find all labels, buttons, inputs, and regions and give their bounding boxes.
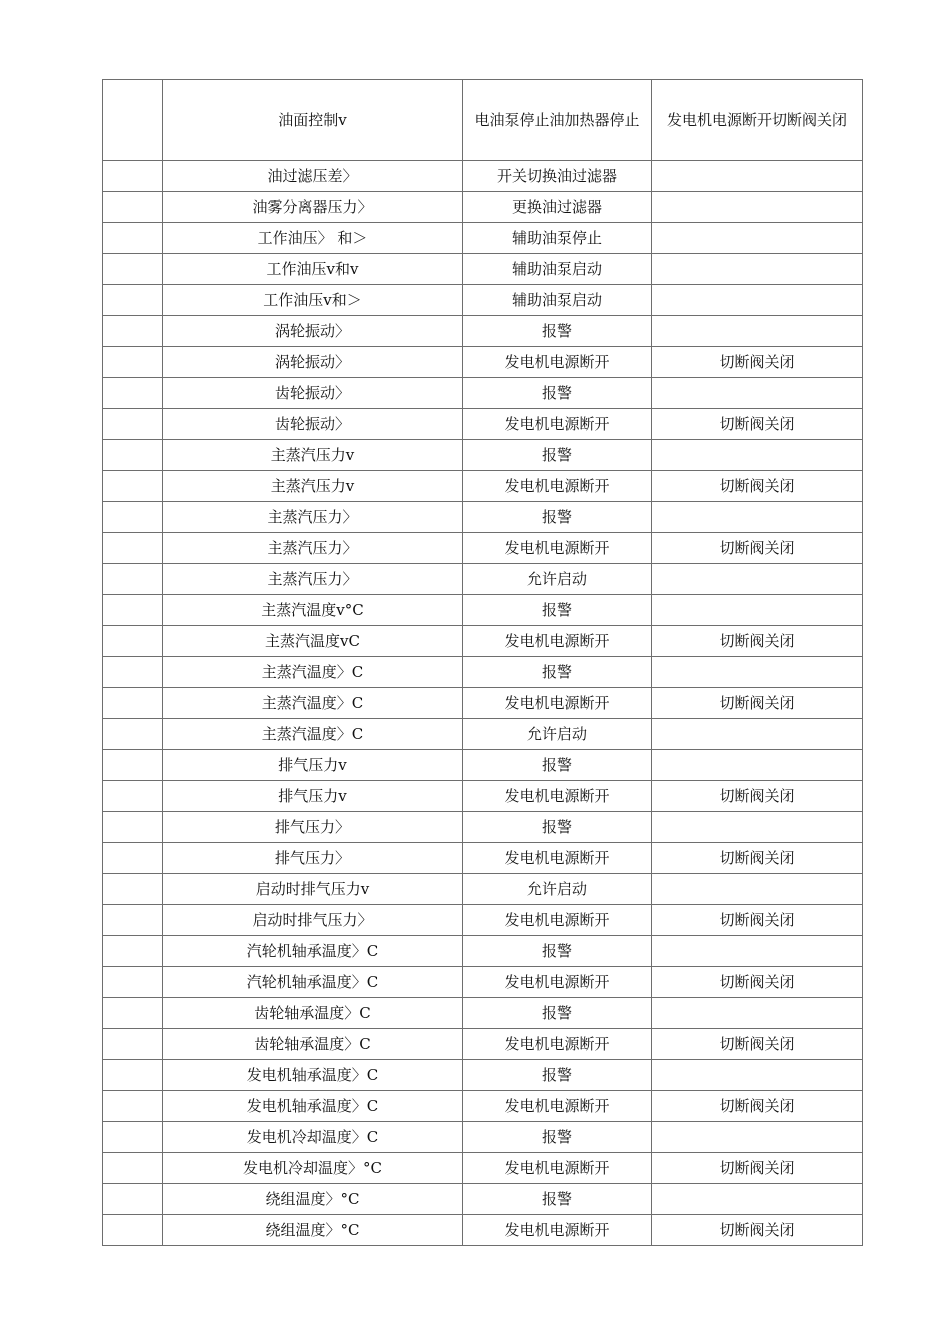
condition-cell [163,1153,463,1184]
condition-text: 发电机轴承温度〉C [246,1097,379,1115]
table-row [103,936,863,967]
action-cell: 报警 [463,378,652,409]
row-index-cell [103,347,163,378]
extra-action-cell [652,874,863,905]
condition-cell [163,223,463,254]
table-row [103,595,863,626]
condition-text: 汽轮机轴承温度〉C [246,973,379,991]
condition-cell [163,409,463,440]
table-row [103,781,863,812]
table-row [103,192,863,223]
row-index-cell [103,409,163,440]
row-index-cell [103,967,163,998]
condition-cell [163,595,463,626]
condition-text: 绕组温度〉°C [265,1221,360,1239]
table-row [103,657,863,688]
header-action-cell: 电油泵停止油加热器停止 [463,80,652,161]
condition-text: 主蒸汽压力〉 [267,570,358,588]
table-row [103,812,863,843]
extra-action-cell [652,378,863,409]
condition-cell [163,285,463,316]
condition-cell [163,192,463,223]
row-index-cell [103,254,163,285]
action-cell: 报警 [463,1184,652,1215]
condition-text: 主蒸汽压力v [270,477,355,495]
extra-action-cell [652,440,863,471]
extra-action-cell [652,285,863,316]
condition-cell [163,812,463,843]
condition-cell [163,781,463,812]
condition-text: 启动时排气压力〉 [252,911,373,929]
condition-cell [163,1091,463,1122]
table-row [103,316,863,347]
action-cell: 报警 [463,316,652,347]
row-index-cell [103,285,163,316]
interlock-table [102,79,863,1246]
extra-action-cell: 切断阀关闭 [652,347,863,378]
extra-action-cell [652,502,863,533]
row-index-cell [103,688,163,719]
condition-text: 齿轮振动〉 [274,415,350,433]
row-index-cell [103,1122,163,1153]
row-index-cell [103,1060,163,1091]
condition-text: 排气压力〉 [274,818,350,836]
condition-text: 工作油压〉 和＞ [257,229,368,247]
condition-text: 主蒸汽温度vC [265,632,360,650]
table-row [103,688,863,719]
condition-text: 发电机冷却温度〉°C [243,1159,382,1177]
condition-text: 排气压力v [278,787,347,805]
condition-text: 启动时排气压力v [255,880,370,898]
action-cell: 发电机电源断开 [463,1215,652,1246]
action-cell: 辅助油泵启动 [463,254,652,285]
condition-cell [163,161,463,192]
action-cell: 发电机电源断开 [463,1153,652,1184]
row-index-cell [103,781,163,812]
row-index-cell [103,502,163,533]
action-cell: 允许启动 [463,564,652,595]
header-extra-cell: 发电机电源断开切断阀关闭 [652,80,863,161]
condition-cell [163,936,463,967]
extra-action-cell: 切断阀关闭 [652,905,863,936]
action-cell: 发电机电源断开 [463,347,652,378]
condition-text: 主蒸汽温度v°C [261,601,364,619]
condition-cell [163,688,463,719]
extra-action-cell [652,1122,863,1153]
table-row [103,1122,863,1153]
extra-action-cell: 切断阀关闭 [652,533,863,564]
condition-text: 齿轮振动〉 [274,384,350,402]
condition-cell [163,1184,463,1215]
extra-action-cell [652,998,863,1029]
row-index-cell [103,1153,163,1184]
extra-action-cell: 切断阀关闭 [652,781,863,812]
table-row [103,1153,863,1184]
action-cell: 发电机电源断开 [463,409,652,440]
condition-text: 油过滤压差〉 [267,167,358,185]
row-index-cell [103,936,163,967]
condition-text: 齿轮轴承温度〉C [254,1035,371,1053]
row-index-cell [103,843,163,874]
extra-action-cell [652,657,863,688]
header-condition-cell: 油面控制v [163,80,463,161]
table-row [103,719,863,750]
condition-cell [163,316,463,347]
action-cell: 报警 [463,502,652,533]
action-cell: 发电机电源断开 [463,781,652,812]
extra-action-cell: 切断阀关闭 [652,967,863,998]
extra-action-cell: 切断阀关闭 [652,1153,863,1184]
row-index-cell [103,750,163,781]
extra-action-cell: 切断阀关闭 [652,1215,863,1246]
condition-text: 主蒸汽温度〉C [261,725,364,743]
extra-action-cell [652,719,863,750]
extra-action-cell [652,595,863,626]
extra-action-cell [652,1060,863,1091]
condition-cell [163,626,463,657]
row-index-cell [103,1029,163,1060]
condition-cell [163,347,463,378]
table-row [103,409,863,440]
condition-cell [163,1060,463,1091]
condition-text: 涡轮振动〉 [274,353,350,371]
header-index-cell [103,80,163,161]
action-cell: 开关切换油过滤器 [463,161,652,192]
table-row [103,843,863,874]
condition-cell [163,719,463,750]
condition-cell [163,843,463,874]
table-row [103,285,863,316]
extra-action-cell [652,192,863,223]
condition-cell [163,967,463,998]
extra-action-cell [652,812,863,843]
extra-action-cell [652,564,863,595]
row-index-cell [103,998,163,1029]
row-index-cell [103,192,163,223]
condition-text: 主蒸汽压力〉 [267,539,358,557]
action-cell: 发电机电源断开 [463,843,652,874]
condition-cell [163,564,463,595]
action-cell: 允许启动 [463,719,652,750]
condition-cell [163,1029,463,1060]
extra-action-cell [652,1184,863,1215]
condition-cell [163,254,463,285]
condition-cell [163,657,463,688]
table-row [103,347,863,378]
row-index-cell [103,1184,163,1215]
table-row [103,502,863,533]
row-index-cell [103,626,163,657]
condition-cell [163,502,463,533]
row-index-cell [103,440,163,471]
action-cell: 报警 [463,812,652,843]
condition-cell [163,1215,463,1246]
condition-text: 涡轮振动〉 [274,322,350,340]
condition-text: 发电机轴承温度〉C [246,1066,379,1084]
action-cell: 发电机电源断开 [463,471,652,502]
action-cell: 辅助油泵停止 [463,223,652,254]
condition-text: 主蒸汽压力〉 [267,508,358,526]
table-header-row [103,80,863,161]
condition-text: 齿轮轴承温度〉C [254,1004,371,1022]
extra-action-cell: 切断阀关闭 [652,626,863,657]
extra-action-cell [652,316,863,347]
action-cell: 发电机电源断开 [463,688,652,719]
condition-text: 汽轮机轴承温度〉C [246,942,379,960]
action-cell: 发电机电源断开 [463,626,652,657]
action-cell: 报警 [463,750,652,781]
action-cell: 发电机电源断开 [463,1091,652,1122]
row-index-cell [103,874,163,905]
action-cell: 发电机电源断开 [463,905,652,936]
condition-text: 工作油压v和＞ [263,291,362,309]
table-row [103,471,863,502]
condition-cell [163,1122,463,1153]
extra-action-cell: 切断阀关闭 [652,1091,863,1122]
extra-action-cell [652,750,863,781]
table-row [103,1029,863,1060]
row-index-cell [103,316,163,347]
row-index-cell [103,812,163,843]
action-cell: 报警 [463,1122,652,1153]
condition-cell [163,440,463,471]
action-cell: 报警 [463,998,652,1029]
table-row [103,998,863,1029]
table-row [103,1060,863,1091]
table-row [103,967,863,998]
table-row [103,874,863,905]
extra-action-cell: 切断阀关闭 [652,843,863,874]
row-index-cell [103,223,163,254]
row-index-cell [103,657,163,688]
table-row [103,626,863,657]
row-index-cell [103,1215,163,1246]
table-row [103,1091,863,1122]
action-cell: 辅助油泵启动 [463,285,652,316]
condition-cell [163,378,463,409]
condition-cell [163,998,463,1029]
condition-text: 排气压力〉 [274,849,350,867]
row-index-cell [103,905,163,936]
action-cell: 发电机电源断开 [463,967,652,998]
row-index-cell [103,471,163,502]
extra-action-cell [652,936,863,967]
table-row [103,905,863,936]
action-cell: 发电机电源断开 [463,1029,652,1060]
condition-text: 排气压力v [278,756,347,774]
action-cell: 报警 [463,595,652,626]
extra-action-cell [652,223,863,254]
condition-cell [163,533,463,564]
row-index-cell [103,719,163,750]
table-row [103,1184,863,1215]
condition-cell [163,471,463,502]
table-row [103,378,863,409]
row-index-cell [103,161,163,192]
row-index-cell [103,595,163,626]
row-index-cell [103,1091,163,1122]
row-index-cell [103,564,163,595]
condition-cell [163,874,463,905]
table-row [103,254,863,285]
condition-cell [163,905,463,936]
action-cell: 报警 [463,440,652,471]
condition-text: 主蒸汽温度〉C [261,663,364,681]
condition-text: 油雾分离器压力〉 [252,198,373,216]
action-cell: 报警 [463,1060,652,1091]
extra-action-cell: 切断阀关闭 [652,1029,863,1060]
condition-cell [163,750,463,781]
row-index-cell [103,378,163,409]
action-cell: 发电机电源断开 [463,533,652,564]
table-row [103,223,863,254]
extra-action-cell: 切断阀关闭 [652,471,863,502]
condition-text: 主蒸汽压力v [270,446,355,464]
table-body [103,80,863,1246]
table-row [103,533,863,564]
condition-text: 主蒸汽温度〉C [261,694,364,712]
action-cell: 允许启动 [463,874,652,905]
action-cell: 报警 [463,657,652,688]
extra-action-cell [652,161,863,192]
condition-text: 绕组温度〉°C [265,1190,360,1208]
table-row [103,161,863,192]
extra-action-cell: 切断阀关闭 [652,688,863,719]
table-row [103,440,863,471]
table-row [103,1215,863,1246]
extra-action-cell [652,254,863,285]
condition-text: 工作油压v和v [266,260,359,278]
action-cell: 更换油过滤器 [463,192,652,223]
condition-text: 发电机冷却温度〉C [246,1128,379,1146]
row-index-cell [103,533,163,564]
extra-action-cell: 切断阀关闭 [652,409,863,440]
table-row [103,750,863,781]
table-row [103,564,863,595]
action-cell: 报警 [463,936,652,967]
